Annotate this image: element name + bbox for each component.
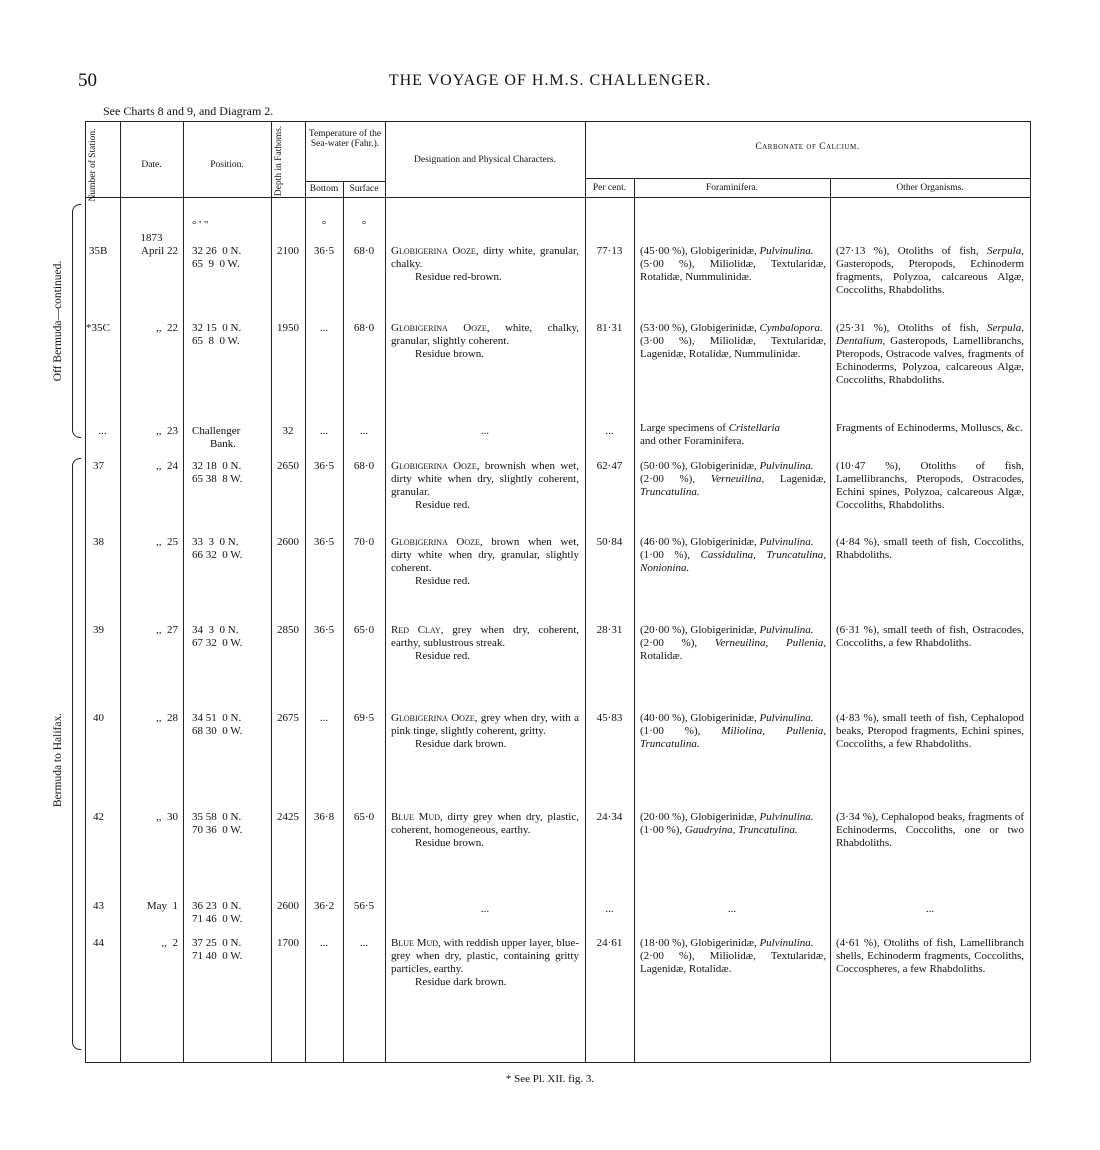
row-foraminifera [640,460,826,499]
residue: Residue red. [415,650,470,662]
row-other-organisms [836,322,1024,387]
foram-minor: (3·00 %), Miliolidæ, Textularidæ, Lagenidæ, Rotalidæ, Nummulinidæ. [640,335,826,360]
row-position [192,937,270,963]
row-station: 37 [93,460,104,472]
col-rule-9 [634,178,635,1062]
row-latitude: 35 58 0 N. [192,811,242,823]
col-rule-6 [343,181,344,1062]
row-station: *35C [86,322,110,334]
row-longitude: 67 32 0 W. [192,637,243,649]
position-units: ° ' " [192,219,209,231]
row-foraminifera [640,422,826,448]
residue: Residue red. [415,575,470,587]
row-bottom-temp: 36·2 [313,900,335,912]
row-foraminifera [640,937,826,976]
footnote: * See Pl. XII. fig. 3. [505,1073,595,1085]
group-label-off-bermuda: Off Bermuda—continued. [52,260,64,382]
row-station: 35B [89,245,108,257]
row-position [192,245,270,271]
foram-minor: and other Foraminifera. [640,435,745,447]
row-depth: 2100 [277,245,299,257]
row-designation: ... [480,425,490,437]
row-longitude: 65 8 0 W. [192,335,240,347]
other-rest: Gasteropods, Pteropods, Echinoderm fragments, Polyzoa, calcareous Algæ, Coccoliths, Rhabdoliths. [836,258,1024,296]
row-designation [391,460,579,512]
see-charts-note: See Charts 8 and 9, and Diagram 2. [103,104,274,118]
row-position [192,712,270,738]
foram-main-genus: Pulvinulina. [759,536,814,548]
row-designation [391,624,579,663]
foram-minor: (2·00 %), [640,637,715,649]
row-station: 38 [93,536,104,548]
row-percent: ... [605,425,614,437]
group-label-bermuda-halifax: Bermuda to Halifax. [52,712,64,808]
row-percent: 50·84 [596,536,623,548]
row-other-organisms: (4·61 %), Otoliths of fish, Lamellibranch shells, Echinoderm fragments, Coccoliths, Coccospheres, a few Rhabdoliths. [836,937,1024,975]
bottom-temp-unit: ° [321,219,327,231]
header-designation: Designation and Physical Characters. [414,155,556,165]
row-foraminifera [640,245,826,284]
deposit-description: dirty grey when dry, plastic, coherent, homogeneous, earthy. [391,811,579,836]
row-latitude: 32 18 0 N. [192,460,242,472]
row-other-organisms: (4·83 %), small teeth of fish, Cephalopod beaks, Pteropod fragments, Echini spines, Coccoliths, a few Rhabdoliths. [836,712,1024,750]
col-rule-1 [85,121,86,1062]
row-other-organisms [836,245,1024,297]
header-station: Number of Station. [88,128,98,202]
row-latitude: 32 26 0 N. [192,245,242,257]
residue: Residue red. [415,499,470,511]
row-position [192,460,270,486]
foram-minor-genus-2: Truncatulina. [640,486,700,498]
row-latitude: 33 3 0 N. [192,536,239,548]
foram-minor: (1·00 %), [640,824,685,836]
row-position [192,322,270,348]
group-brace-off-bermuda [72,204,81,438]
deposit-name: Globigerina Ooze, [391,536,483,548]
row-depth: 2600 [277,900,299,912]
row-latitude: 34 51 0 N. [192,712,242,724]
foram-main: (18·00 %), Globigerinidæ, [640,937,760,949]
deposit-name: Globigerina Ooze, [391,245,479,257]
col-rule-5 [305,121,306,1062]
residue: Residue dark brown. [415,976,507,988]
row-percent: 45·83 [596,712,623,724]
row-other-organisms: (6·31 %), small teeth of fish, Ostracodes, Coccoliths, a few Rhabdoliths. [836,624,1024,649]
row-bottom-temp: 36·5 [313,460,335,472]
row-bottom-temp: ... [319,937,329,949]
other-lead: (27·13 %), Otoliths of fish, [836,245,988,257]
foram-main: (20·00 %), Globigerinidæ, [640,624,760,636]
residue: Residue brown. [415,348,485,360]
row-date: ,, 24 [156,460,178,472]
group-brace-bermuda-halifax [72,458,81,1050]
foram-main: (46·00 %), Globigerinidæ, [640,536,760,548]
row-surface-temp: 70·0 [353,536,375,548]
row-depth: 2425 [277,811,299,823]
row-bottom-temp: 36·5 [313,536,335,548]
deposit-name: Globigerina Ooze, [391,712,478,724]
row-longitude: 68 30 0 W. [192,725,243,737]
row-bottom-temp: 36·5 [313,624,335,636]
row-date: ,, 23 [156,425,178,437]
row-bottom-temp: ... [319,712,329,724]
foram-minor: (2·00 %), Miliolidæ, Textularidæ, Lagenidæ, Rotalidæ. [640,950,826,975]
row-bottom-temp: 36·5 [313,245,335,257]
page-number: 50 [78,70,97,91]
row-longitude: 70 36 0 W. [192,824,243,836]
row-designation: ... [480,903,490,915]
deposit-name: Globigerina Ooze, [391,322,490,334]
foram-main: Large specimens of [640,422,729,434]
col-rule-11 [1030,121,1031,1062]
residue: Residue dark brown. [415,738,507,750]
deposit-description: brown when wet, dirty white when dry, granular, slightly coherent. [391,536,579,574]
row-station: 44 [93,937,104,949]
row-station: 40 [93,712,104,724]
row-percent: 62·47 [596,460,623,472]
row-depth: 2850 [277,624,299,636]
foram-minor-genus: Verneuilina, Pullenia, [714,637,826,649]
row-date: ,, 30 [156,811,178,823]
foram-minor-genus: Miliolina, Pullenia, Truncatulina. [640,725,827,750]
row-other-organisms: (3·34 %), Cephalopod beaks, fragments of Echinoderms, Coccoliths, one or two Rhabdoliths. [836,811,1024,849]
row-foraminifera [640,322,826,361]
foram-main-genus: Pulvinulina. [759,712,814,724]
foram-minor-rest: Rotalidæ. [640,650,683,662]
row-latitude: Challenger [192,425,241,437]
row-year: 1873 [140,232,163,244]
col-rule-10 [830,178,831,1062]
row-foraminifera: ... [727,903,737,915]
row-depth: 2600 [277,536,299,548]
row-depth: 32 [282,425,294,437]
row-depth: 1950 [277,322,299,334]
row-foraminifera [640,624,826,663]
header-temperature: Temperature of the Sea-water (Fahr.). [308,129,382,150]
foram-minor-rest: Lagenidæ, [764,473,826,485]
row-designation [391,712,579,751]
foram-main-genus: Cristellaria [728,422,781,434]
header-percent: Per cent. [592,183,627,193]
deposit-name: Blue Mud, [391,811,443,823]
row-designation [391,322,579,361]
row-date: May 1 [146,900,178,912]
deposit-name: Globigerina Ooze, [391,460,480,472]
row-surface-temp: 68·0 [353,460,375,472]
foram-minor-genus: Gaudryina, Truncatulina. [684,824,798,836]
row-designation [391,245,579,284]
col-rule-3 [183,121,184,1062]
row-foraminifera [640,536,826,575]
row-position [192,425,270,451]
row-station: 42 [93,811,104,823]
header-depth: Depth in Fathoms. [274,125,284,197]
header-carbonate: Carbonate of Calcium. [755,142,860,152]
header-bottom-rule [85,197,1030,198]
row-foraminifera [640,712,826,751]
row-percent: 28·31 [596,624,623,636]
row-surface-temp: 68·0 [353,245,375,257]
header-bottom: Bottom [309,184,339,194]
other-genus: Serpula, [987,245,1024,257]
row-station: 43 [93,900,104,912]
header-date: Date. [141,160,162,170]
row-other-organisms: Fragments of Echinoderms, Molluscs, &c. [836,422,1023,434]
row-percent: 77·13 [596,245,623,257]
row-longitude: 65 38 8 W. [192,473,243,485]
deposit-description: grey when dry, coherent, earthy, sublustrous streak. [391,624,579,649]
foram-main: (45·00 %), Globigerinidæ, [640,245,760,257]
row-surface-temp: 56·5 [353,900,375,912]
header-foraminifera: Foraminifera. [706,183,758,193]
row-other-organisms: (4·84 %), small teeth of fish, Coccoliths, Rhabdoliths. [836,536,1024,561]
row-surface-temp: 65·0 [353,624,375,636]
row-station: ... [98,425,107,437]
temp-subheader-rule [305,181,385,182]
row-surface-temp: 65·0 [353,811,375,823]
foram-main-genus: Pulvinulina. [759,460,814,472]
foram-main: (50·00 %), Globigerinidæ, [640,460,760,472]
residue: Residue brown. [415,837,485,849]
row-longitude: 65 9 0 W. [192,258,240,270]
other-rest: Gasteropods, Lamellibranchs, Pteropods, Ostracode valves, fragments of Echinoderms, Polyzoa, calcareous Algæ, Coccoliths, Rhabdoliths. [836,335,1024,386]
row-latitude: 32 15 0 N. [192,322,242,334]
row-surface-temp: ... [359,425,369,437]
table-top-rule [85,121,1030,122]
row-surface-temp: 69·5 [353,712,375,724]
deposit-name: Blue Mud, [391,937,441,949]
foram-minor: (2·00 %), [640,473,711,485]
col-rule-2 [120,121,121,1062]
row-percent: ... [605,903,614,915]
foram-minor-genus: Cassidulina, Truncatulina, Nonionina. [640,549,826,574]
row-designation [391,937,579,989]
row-date: ,, 22 [156,322,178,334]
foram-minor-genus: Verneuilina, [710,473,765,485]
row-date: ,, 2 [161,937,178,949]
foram-main: (20·00 %), Globigerinidæ, [640,811,760,823]
row-date: ,, 25 [156,536,178,548]
foram-minor: (1·00 %), [640,549,701,561]
row-latitude: 36 23 0 N. [192,900,242,912]
carbonate-subheader-rule [585,178,1030,179]
foram-main-genus: Pulvinulina. [759,937,814,949]
deposit-description: brownish when wet, dirty white when dry, slightly coherent, granular. [391,460,579,498]
row-other-organisms: (10·47 %), Otoliths of fish, Lamellibranchs, Pteropods, Ostracodes, Echini spines, Polyzoa, calcareous Algæ, Coccoliths, Rhabdoliths. [836,460,1024,511]
row-surface-temp: 68·0 [353,322,375,334]
row-position [192,900,270,926]
row-longitude: Bank. [210,438,236,450]
row-foraminifera [640,811,826,837]
header-other-organisms: Other Organisms. [896,183,964,193]
foram-main-genus: Cymbalopora. [759,322,823,334]
row-date: ,, 28 [156,712,178,724]
foram-main: (40·00 %), Globigerinidæ, [640,712,760,724]
col-rule-8 [585,121,586,1062]
surface-temp-unit: ° [361,219,367,231]
foram-main-genus: Pulvinulina. [759,811,814,823]
row-bottom-temp: 36·8 [313,811,335,823]
deposit-description: dirty white, granular, chalky. [391,245,579,270]
header-surface: Surface [349,184,379,194]
row-depth: 2650 [277,460,299,472]
row-depth: 2675 [277,712,299,724]
row-longitude: 66 32 0 W. [192,549,243,561]
foram-minor: (1·00 %), [640,725,722,737]
row-date: ,, 27 [156,624,178,636]
foram-main-genus: Pulvinulina. [759,245,814,257]
row-position [192,811,270,837]
residue: Residue red-brown. [415,271,502,283]
row-latitude: 37 25 0 N. [192,937,242,949]
row-longitude: 71 46 0 W. [192,913,243,925]
row-percent: 24·34 [596,811,623,823]
deposit-description: with reddish upper layer, blue-grey when dry, plastic, containing gritty particles, earthy. [391,937,579,975]
row-latitude: 34 3 0 N. [192,624,239,636]
row-surface-temp: ... [359,937,369,949]
row-longitude: 71 40 0 W. [192,950,243,962]
deposit-description: white, chalky, granular, slightly coherent. [391,322,579,347]
foram-minor: (5·00 %), Miliolidæ, Textularidæ, Rotalidæ, Nummulinidæ. [640,258,826,283]
row-percent: 24·61 [596,937,623,949]
row-date: April 22 [141,245,178,257]
other-genus: Serpula, Dentalium, [836,322,1024,347]
deposit-description: grey when dry, with a pink tinge, slightly coherent, gritty. [391,712,579,737]
row-station: 39 [93,624,104,636]
deposit-name: Red Clay, [391,624,444,636]
running-head: THE VOYAGE OF H.M.S. CHALLENGER. [388,72,712,89]
row-bottom-temp: ... [319,322,329,334]
foram-main-genus: Pulvinulina. [759,624,814,636]
row-designation [391,811,579,850]
row-position [192,624,270,650]
row-other-organisms: ... [925,903,935,915]
row-percent: 81·31 [596,322,623,334]
col-rule-7 [385,121,386,1062]
row-position [192,536,270,562]
row-designation [391,536,579,588]
row-depth: 1700 [277,937,299,949]
other-lead: (25·31 %), Otoliths of fish, [836,322,988,334]
col-rule-4 [271,121,272,1062]
foram-main: (53·00 %), Globigerinidæ, [640,322,760,334]
row-bottom-temp: ... [319,425,329,437]
table-bottom-rule [85,1062,1030,1063]
header-position: Position. [210,160,244,170]
